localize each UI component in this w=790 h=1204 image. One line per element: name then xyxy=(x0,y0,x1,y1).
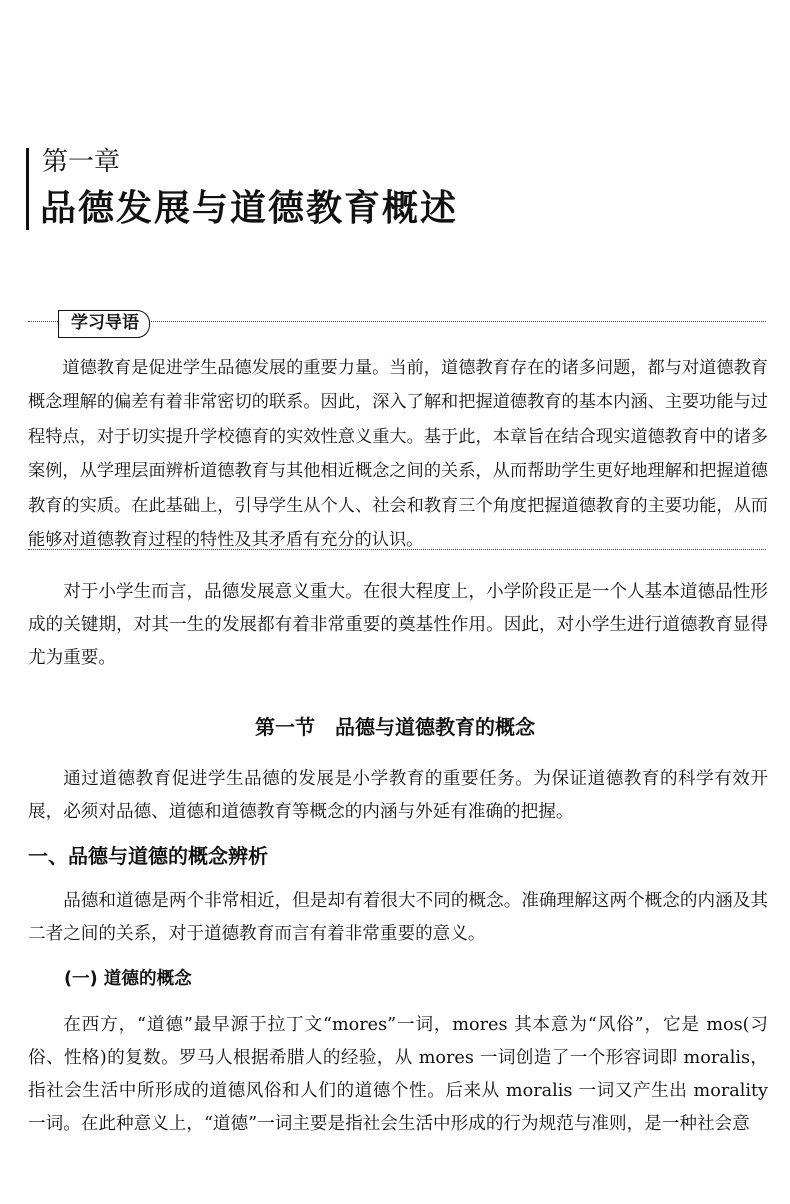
subsection-paragraph: 品德和道德是两个非常相近，但是却有着很大不同的概念。准确理解这两个概念的内涵及其二者之间的关系，对于道德教育而言有着非常重要的意义。 xyxy=(28,891,768,944)
intro-paragraph: 对于小学生而言，品德发展意义重大。在很大程度上，小学阶段正是一个人基本道德品性形成的关键期，对其一生的发展都有着非常重要的奠基性作用。因此，对小学生进行道德教育显得尤为重要。 xyxy=(28,582,768,668)
subsubsection-title: (一) 道德的概念 xyxy=(64,969,192,989)
section-title: 第一节 品德与道德教育的概念 xyxy=(255,715,535,739)
study-guide-bottom-rule xyxy=(28,549,766,550)
section-paragraph: 通过道德教育促进学生品德的发展是小学教育的重要任务。为保证道德教育的科学有效开展，必须对品德、道德和道德教育等概念的内涵与外延有准确的把握。 xyxy=(28,769,768,822)
chapter-number: 第一章 xyxy=(42,147,121,177)
chapter-heading-bar xyxy=(26,148,29,230)
study-guide-text: 道德教育是促进学生品德发展的重要力量。当前，道德教育存在的诸多问题，都与对道德教育概念理解的偏差有着非常密切的联系。因此，深入了解和把握道德教育的基本内涵、主要功能与过程特点，对于切实提升学校德育的实效性意义重大。基于此，本章旨在结合现实道德教育中的诸多案例，从学理层面辨析道德教育与其他相近概念之间的关系，从而帮助学生更好地理解和把握道德教育的实质。在此基础上，引导学生从个人、社会和教育三个角度把握道德教育的主要功能，从而能够对道德教育过程的特性及其矛盾有充分的认识。 xyxy=(28,358,768,551)
subsection-title: 一、品德与道德的概念辨析 xyxy=(28,844,268,868)
chapter-title: 品德发展与道德教育概述 xyxy=(40,188,459,229)
study-guide-badge: 学习导语 xyxy=(58,310,150,338)
subsubsection-paragraph: 在西方，“道德”最早源于拉丁文“mores”一词，mores 其本意为“风俗”，它是 mos(习俗、性格)的复数。罗马人根据希腊人的经验，从 mores 一词创造了一个形容词即 moralis，指社会生活中所形成的道德风俗和人们的道德个性。后来从 moralis 一词又产生出 morality 一词。在此种意义上，“道德”一词主要是指社会生活中形成的行为规范与准则，是一种社会意 xyxy=(28,1015,768,1134)
